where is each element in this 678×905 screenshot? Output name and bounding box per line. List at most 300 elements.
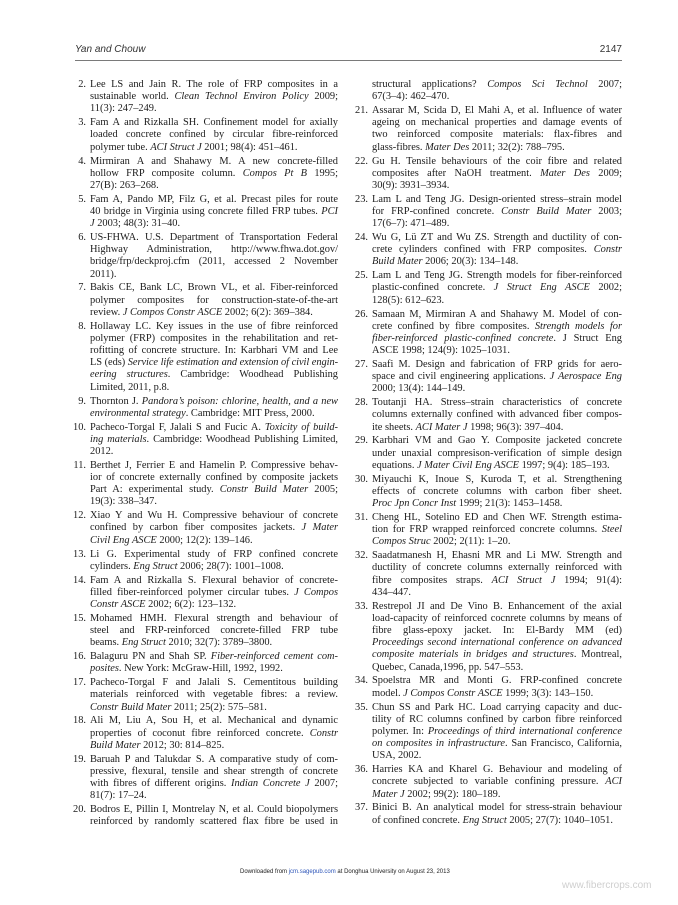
reference-line (90, 522, 338, 534)
italic-title-text: ACI Struct J (150, 141, 202, 153)
reference-number: 34. (355, 675, 368, 687)
reference-line (372, 383, 622, 395)
reference-entry (70, 232, 338, 281)
reference-line (372, 587, 622, 599)
reference-number: 2. (78, 79, 86, 90)
reference-entry (352, 309, 622, 358)
reference-text: polymer. In: (372, 725, 428, 737)
italic-title-text: ACI Mater J (415, 421, 468, 433)
reference-entry (352, 232, 622, 269)
reference-text: Part A: experimental study. (90, 484, 220, 496)
reference-number: 35. (355, 701, 368, 713)
reference-line (372, 688, 622, 700)
reference-number: 5. (78, 193, 86, 205)
reference-line (372, 321, 622, 333)
footer-source-link[interactable]: jcm.sagepub.com (288, 869, 336, 875)
reference-entry (70, 549, 338, 573)
reference-text: structural applications? (372, 79, 488, 90)
reference-text: with fibres of different origins. (90, 778, 231, 789)
reference-text: plastic-confined concrete. (372, 282, 494, 294)
reference-line (372, 256, 622, 268)
reference-number: 22. (355, 155, 368, 167)
reference-text: Xiao Y and Wu H. Compressive behaviour of concrete (90, 510, 338, 522)
reference-text: Harries KA and Kharel G. Behaviour and modeling of (372, 764, 622, 776)
reference-line (90, 625, 338, 637)
reference-entry (352, 359, 622, 396)
reference-text: crete confined by fibre composites. (372, 320, 535, 332)
reference-line (372, 142, 622, 154)
reference-line (90, 549, 338, 561)
italic-title-text: ACI (605, 776, 622, 788)
reference-number: 18. (73, 715, 86, 727)
reference-text: confined by carbon fiber composites jackets. (90, 522, 302, 534)
reference-line (372, 776, 622, 788)
reference-line (372, 649, 622, 661)
italic-title-text: J Compos (294, 586, 338, 598)
reference-number: 9. (78, 395, 86, 407)
reference-entry (352, 601, 622, 674)
reference-text: reinforced by randomly scattered flax fibre be used in (90, 816, 338, 828)
reference-line (90, 269, 338, 281)
reference-text: effects of concrete columns with carbon fiber sheet. (372, 485, 622, 497)
reference-entry (70, 282, 338, 319)
reference-text: Quebec, Canada,1996, pp. 547–553. (372, 661, 524, 673)
reference-line (372, 180, 622, 192)
reference-line (372, 91, 622, 103)
reference-entry (70, 651, 338, 675)
italic-title-text: J Mater Civil Eng ASCE (417, 459, 519, 471)
reference-line (372, 218, 622, 230)
reference-line (372, 726, 622, 738)
reference-text: under unaxial compresison-verification of simple design (372, 447, 622, 459)
reference-line (372, 575, 622, 587)
reference-text: 2007; (587, 79, 622, 90)
reference-line (372, 79, 622, 91)
reference-text: two reinforced composite materials: flax-fibres and (372, 129, 622, 141)
reference-text: . Cambridge: Woodhead Publishing (167, 369, 338, 381)
reference-entry (352, 435, 622, 472)
reference-line (372, 270, 622, 282)
italic-title-text: Indian Concrete J (230, 778, 310, 789)
reference-line (90, 382, 338, 394)
reference-text: beams. (90, 637, 122, 649)
reference-text: ASCE 1998; 124(9): 1025–1031. (372, 345, 510, 357)
footer-suffix: at Donghua University on August 23, 2013 (335, 869, 450, 875)
reference-text: tion for FRP wrapped reinforced concrete columns. (372, 524, 602, 536)
reference-text: review. (90, 306, 123, 318)
reference-entry (70, 460, 338, 509)
reference-text: 81(7): 17–24. (90, 790, 147, 802)
footer-prefix: Downloaded from (240, 869, 289, 875)
reference-text: 1998; 96(3): 397–404. (467, 421, 564, 433)
italic-title-text: J Struct Eng ASCE (493, 282, 590, 294)
reference-text: LS (eds) (90, 357, 128, 369)
reference-entry (352, 270, 622, 307)
reference-text: Lam L and Teng JG. Design-oriented stress–strain model (372, 193, 622, 205)
reference-entry (70, 677, 338, 714)
reference-text: 2006; 20(3): 134–148. (422, 256, 519, 268)
italic-title-text: Constr (309, 727, 338, 739)
reference-line (372, 625, 622, 637)
reference-line (372, 486, 622, 498)
reference-entry (352, 675, 622, 699)
reference-text: Cheng HL, Sotelino ED and Chen WF. Strength estima- (372, 511, 622, 523)
reference-text: 67(3–4): 462–470. (372, 91, 450, 103)
reference-text: 1999; 21(3): 1453–1458. (456, 498, 563, 510)
reference-text: properties of coconut fibre reinforced concrete. (90, 727, 310, 739)
reference-text: fibre composites straps. (372, 574, 492, 586)
reference-number: 24. (355, 232, 368, 243)
reference-line (90, 396, 338, 408)
reference-line (90, 804, 338, 816)
reference-number: 4. (78, 155, 86, 167)
italic-title-text: Fiber-reinforced cement com- (210, 651, 338, 663)
reference-entry (70, 715, 338, 752)
reference-text: 2002; 2(11): 1–20. (430, 536, 511, 548)
reference-text: 2006; 28(7): 1001–1008. (177, 560, 284, 572)
reference-number: 12. (73, 510, 86, 522)
reference-number: 8. (78, 320, 86, 332)
reference-text: 2012. (90, 445, 114, 457)
reference-entry-continued (352, 79, 622, 103)
italic-title-text: Constr Build Mater (501, 205, 592, 217)
reference-number: 25. (355, 270, 368, 282)
reference-line (90, 422, 338, 434)
italic-title-text: Eng Struct (133, 560, 178, 572)
reference-number: 13. (73, 548, 86, 560)
reference-line (372, 474, 622, 486)
reference-line (90, 740, 338, 752)
reference-line (90, 369, 338, 381)
reference-text: polymer composites for construction-state-of-the-art (90, 294, 338, 306)
reference-text: crete cylinders confined with FRP composites. (372, 244, 594, 256)
reference-line (372, 168, 622, 180)
italic-title-text: Civil Eng ASCE (90, 534, 157, 546)
reference-line (90, 79, 338, 91)
reference-line (90, 663, 338, 675)
reference-text: 2003; (591, 205, 622, 217)
reference-number: 31. (355, 511, 368, 523)
italic-title-text: Eng Struct (462, 814, 507, 826)
reference-text: Berthet J, Ferrier E and Hamelin P. Compressive behav- (90, 459, 338, 471)
reference-line (372, 460, 622, 472)
reference-line (372, 194, 622, 206)
reference-entry (352, 397, 622, 434)
reference-line (372, 244, 622, 256)
reference-number: 29. (355, 435, 368, 447)
reference-line (90, 168, 338, 180)
reference-line (372, 371, 622, 383)
reference-line (90, 613, 338, 625)
reference-text: Highway Administration, http://www.fhwa.dot.gov/ (90, 244, 338, 256)
reference-text: 2002; (589, 282, 622, 294)
reference-line (372, 714, 622, 726)
reference-number: 37. (355, 802, 368, 814)
reference-text: 2009; (589, 167, 622, 179)
reference-entry (352, 802, 622, 826)
reference-text: cylinders. (90, 560, 134, 572)
reference-line (372, 675, 622, 687)
italic-title-text: PCI (321, 205, 338, 217)
italic-title-text: Mater Des (425, 141, 470, 153)
reference-line (90, 244, 338, 256)
reference-line (90, 715, 338, 727)
italic-title-text: Strength models for (534, 320, 622, 332)
italic-title-text: J Compos Constr ASCE (403, 687, 503, 699)
reference-text: Pacheco-Torgal F and Jalali S. Cementitous building (90, 677, 338, 689)
italic-title-text: eering structures (90, 369, 168, 381)
reference-text: Lee LS and Jain R. The role of FRP composites in a (90, 79, 338, 90)
reference-text: USA, 2002. (372, 750, 422, 762)
reference-number: 28. (355, 397, 368, 409)
italic-title-text: Clean Technol Environ Policy (174, 91, 309, 103)
reference-line (372, 435, 622, 447)
reference-text: 11(3): 247–249. (90, 103, 157, 115)
italic-title-text: Compos Struc (372, 536, 431, 548)
italic-title-text: posites (90, 663, 119, 675)
reference-line (372, 562, 622, 574)
download-footer (240, 868, 450, 876)
reference-text: for FRP-confined concrete. (372, 205, 502, 217)
references-left-column (70, 79, 338, 830)
reference-entry (352, 702, 622, 763)
reference-line (90, 496, 338, 508)
italic-title-text: Constr Build Mater (90, 701, 172, 713)
reference-text: Fam A and Rizkalla S. Flexural behavior of concrete- (90, 574, 338, 586)
reference-text: Restrepol JI and De Vino B. Enhancement of the axial (372, 600, 622, 612)
header-rule (75, 60, 622, 61)
reference-text: hollow FRP composite column. (90, 167, 243, 179)
reference-number: 27. (355, 358, 368, 370)
reference-line (90, 575, 338, 587)
italic-title-text: Pandora’s poison: chlorine, health, and a new (141, 395, 338, 407)
reference-text: sustainable world. (90, 91, 175, 103)
reference-line (90, 535, 338, 547)
reference-text: . J Struct Eng (553, 332, 622, 344)
reference-line (90, 484, 338, 496)
reference-text: 2011; 32(2): 788–795. (469, 141, 565, 153)
reference-text: Fam A, Pando MP, Filz G, et al. Precast piles for route (90, 193, 338, 205)
reference-line (372, 613, 622, 625)
reference-text: Lam L and Teng JG. Strength models for fiber-reinforced (372, 270, 622, 282)
reference-line (90, 637, 338, 649)
reference-text: concrete subjected to variable confining pressure. (372, 776, 606, 788)
reference-line (90, 307, 338, 319)
reference-line (90, 206, 338, 218)
reference-entry (70, 396, 338, 420)
reference-text: model. (372, 687, 404, 699)
reference-entry (70, 117, 338, 154)
reference-line (90, 510, 338, 522)
italic-title-text: Constr ASCE (90, 598, 146, 610)
reference-text: Gu H. Tensile behaviours of the coir fibre and related (372, 155, 622, 167)
reference-line (90, 702, 338, 714)
reference-entry (352, 474, 622, 511)
italic-title-text: Build Mater (90, 739, 141, 751)
references-right-column (352, 79, 622, 828)
reference-text: Bakis CE, Bank LC, Brown VL, et al. Fiber-reinforced (90, 282, 338, 294)
reference-line (90, 561, 338, 573)
reference-text: 1997; 9(4): 185–193. (519, 459, 610, 471)
reference-text: Limited, 2011, p.8. (90, 381, 170, 393)
reference-line (372, 802, 622, 814)
reference-line (90, 321, 338, 333)
reference-text: load-capacity of reinforced cocnrete columns by means of (372, 612, 622, 624)
reference-line (372, 702, 622, 714)
reference-text: columns externally confined with advanced fiber compos- (372, 409, 622, 421)
reference-text: 2005; 27(7): 1040–1051. (506, 814, 613, 826)
reference-line (90, 587, 338, 599)
reference-line (372, 105, 622, 117)
reference-line (90, 677, 338, 689)
reference-line (90, 754, 338, 766)
reference-line (372, 156, 622, 168)
reference-line (372, 601, 622, 613)
reference-text: loaded concrete confined by circular fibre-reinforced (90, 129, 338, 141)
reference-text: 2002; 6(2): 369–384. (222, 306, 313, 318)
reference-text: 19(3): 338–347. (90, 496, 157, 508)
reference-entry (70, 575, 338, 612)
reference-text: Li G. Experimental study of FRP confined concrete (90, 548, 338, 560)
reference-text: filled fiber-reinforced polymer circular tubes. (90, 586, 295, 598)
italic-title-text: Build Mater (372, 256, 423, 268)
italic-title-text: Toxicity of build- (264, 421, 338, 433)
reference-text: polymer tube. (90, 141, 151, 153)
reference-entry (352, 156, 622, 193)
italic-title-text: Eng Struct (121, 637, 166, 649)
italic-title-text: ing materials (90, 433, 147, 445)
reference-text: pressive, flexural, tensile and shear strength of concrete (90, 765, 338, 777)
reference-text: . Montreal, (573, 649, 622, 661)
reference-number: 26. (355, 308, 368, 320)
reference-line (90, 117, 338, 129)
reference-text: Samaan M, Mirmiran A and Shahawy M. Model of con- (372, 308, 622, 320)
italic-title-text: on composites in infrastructure (372, 738, 506, 750)
reference-text: US-FHWA. U.S. Department of Transportation Federal (90, 232, 338, 243)
reference-entry (352, 194, 622, 231)
reference-text: Saadatmanesh H, Ehasni MR and Li MW. Strength and (372, 550, 622, 562)
reference-entry (352, 550, 622, 599)
reference-line (90, 180, 338, 192)
italic-title-text: Proceedings second international conference on advanced (372, 637, 622, 649)
reference-entry (70, 156, 338, 193)
reference-text: 2011; 25(2): 575–581. (171, 701, 267, 713)
reference-number: 15. (73, 612, 86, 624)
reference-text: Pacheco-Torgal F, Jalali S and Fucic A. (90, 421, 265, 433)
reference-text: . Cambridge: MIT Press, 2000. (185, 407, 315, 419)
reference-line (90, 282, 338, 294)
reference-line (90, 689, 338, 701)
reference-number: 6. (78, 232, 86, 243)
italic-title-text: J Mater (301, 522, 338, 534)
reference-line (90, 446, 338, 458)
reference-line (90, 129, 338, 141)
reference-line (372, 750, 622, 762)
reference-line (90, 142, 338, 154)
reference-line (372, 232, 622, 244)
reference-entry (70, 754, 338, 803)
reference-text: 2012; 30: 814–825. (140, 739, 225, 751)
reference-text: Bodros E, Pillin I, Montrelay N, et al. Could biopolymers (90, 804, 338, 816)
site-watermark (562, 880, 651, 892)
reference-line (90, 218, 338, 230)
reference-text: 128(5): 612–623. (372, 294, 445, 306)
reference-line (90, 408, 338, 420)
reference-text: tility of RC columns confined by carbon fibre reinforced (372, 713, 622, 725)
reference-number: 20. (73, 804, 86, 816)
reference-text: Wu G, Lü ZT and Wu ZS. Strength and ductility of con- (372, 232, 622, 243)
reference-text: 2001; 98(4): 451–461. (201, 141, 298, 153)
italic-title-text: Proc Jpn Concr Inst (372, 498, 457, 510)
reference-entry (70, 194, 338, 231)
reference-line (372, 206, 622, 218)
reference-text: Saafi M. Design and fabrication of FRP grids for aero- (372, 358, 622, 370)
reference-line (90, 232, 338, 244)
reference-text: polymer (FRP) composites in the rehabilitation and ret- (90, 332, 338, 344)
reference-entry (352, 764, 622, 801)
reference-text: Chun SS and Park HC. Load carrying capacity and duc- (372, 701, 622, 713)
reference-text: Karbhari VM and Gao Y. Composite jacketed concrete (372, 435, 622, 447)
reference-text: ductility of concrete columns externally reinforced with (372, 562, 622, 574)
reference-line (372, 448, 622, 460)
reference-text: Toutanji HA. Stress–strain characteristics of concrete (372, 397, 622, 409)
reference-text: Miyauchi K, Inoue S, Kuroda T, et al. Strengthening (372, 473, 622, 485)
reference-number: 23. (355, 193, 368, 205)
reference-text: 17(6–7): 471–489. (372, 218, 450, 230)
reference-number: 30. (355, 473, 368, 485)
reference-line (90, 651, 338, 663)
reference-text: ior of concrete externally confined by composite jackets (90, 472, 338, 483)
reference-text: 30(9): 3931–3934. (372, 179, 450, 191)
reference-text: equations. (372, 459, 418, 471)
reference-text: Hollaway LC. Key issues in the use of fibre reinforced (90, 320, 338, 332)
watermark-url: www.fibercrops.com (562, 880, 652, 891)
reference-text: 434–447. (372, 586, 411, 598)
reference-text: Fam A and Rizkalla SH. Confinement model for axially (90, 117, 338, 129)
reference-line (90, 194, 338, 206)
reference-text: fibre glass-epoxy jacket. In: El-Bardy MM (ed) (372, 625, 622, 636)
italic-title-text: environmental strategy (90, 407, 186, 419)
reference-entry (352, 105, 622, 154)
reference-text: 40 bridge in Virginia using concrete filled FRP tubes. (90, 205, 322, 217)
reference-number: 32. (355, 550, 368, 562)
reference-line (90, 728, 338, 740)
reference-text: rofitting of concrete structure. In: Karbhari VM and Lee (90, 345, 338, 357)
reference-line (372, 282, 622, 294)
reference-line (372, 662, 622, 674)
reference-line (372, 117, 622, 129)
reference-line (372, 536, 622, 548)
reference-number: 7. (78, 282, 86, 294)
italic-title-text: J (90, 218, 95, 230)
reference-text: Assarar M, Scida D, El Mahi A, et al. Influence of water (372, 105, 622, 117)
reference-text: Ali M, Liu A, Sou H, et al. Mechanical and dynamic (90, 715, 338, 727)
reference-entry (70, 422, 338, 459)
reference-number: 3. (78, 117, 86, 129)
reference-line (90, 434, 338, 446)
reference-text: 2005; (308, 484, 338, 496)
reference-text: Mohamed HMH. Flexural strength and behaviour of (90, 612, 338, 624)
reference-text: bridge/frp/deckproj.cfm (2011, accessed 2 November (90, 256, 338, 268)
italic-title-text: fiber-reinforced plastic-confined concrete (372, 332, 554, 344)
reference-text: 1999; 3(3): 143–150. (502, 687, 594, 699)
reference-number: 17. (73, 677, 86, 689)
reference-number: 21. (355, 105, 368, 117)
reference-number: 14. (73, 574, 86, 586)
reference-line (90, 766, 338, 778)
reference-line (90, 790, 338, 802)
reference-line (90, 472, 338, 484)
